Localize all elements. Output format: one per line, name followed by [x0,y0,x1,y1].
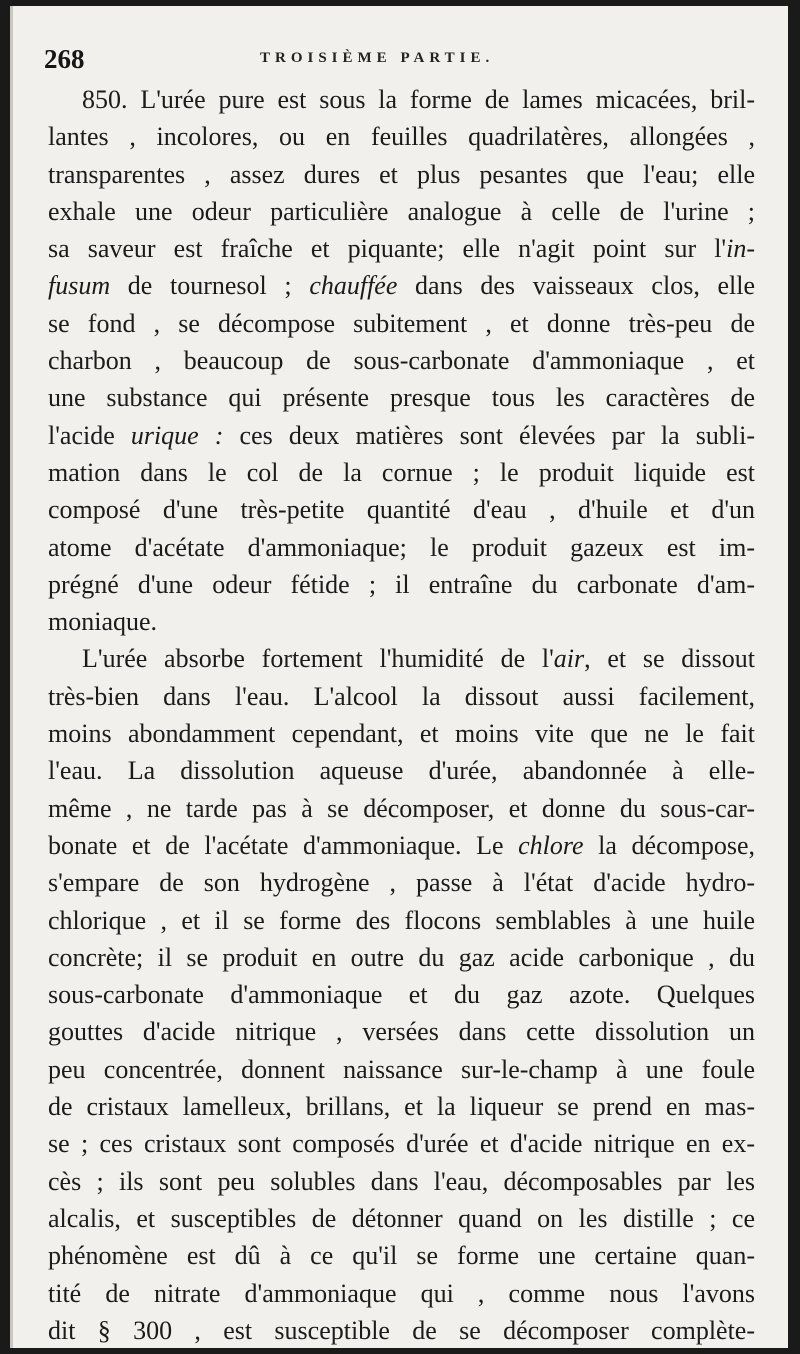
page-edge-shadow [10,6,13,1348]
text-run: , et se dissout [584,644,755,674]
text-line: même , ne tarde pas à se décomposer, et donne du sous-car- [48,793,755,823]
text-line [48,640,755,677]
text-line: exhale une odeur particulière analogue à celle de l'urine ; [48,196,755,226]
text-line: très-bien dans l'eau. L'alcool la dissout aussi facilement, [48,681,755,711]
text-line: chlorique , et il se forme des flocons semblables à une huile [48,905,755,935]
page-number: 268 [44,44,85,74]
text-line: moniaque. [48,607,158,637]
text-line: dit § 300 , est susceptible de se décomposer complète- [48,1315,755,1345]
text-line: prégné d'une odeur fétide ; il entraîne du carbonate d'am- [48,569,755,599]
text-line: l'eau. La dissolution aqueuse d'urée, abandonnée à elle- [48,756,755,786]
text-line: concrète; il se produit en outre du gaz acide carbonique , du [48,942,755,972]
text-line: 850. L'urée pure est sous la forme de lames micacées, bril- [82,85,755,114]
text-run: de tournesol ; [110,271,310,301]
text-line: composé d'une très-petite quantité d'eau , d'huile et d'un [48,495,755,525]
text-run: sa saveur est fraîche et piquante; elle n'agit point sur l' [48,234,727,264]
text-line: gouttes d'acide nitrique , versées dans cette dissolution un [48,1017,755,1047]
body-text [48,81,755,1348]
text-line: peu concentrée, donnent naissance sur-le-champ à une foule [48,1054,755,1084]
text-run: L'urée absorbe fortement l'humidité de l' [82,644,554,674]
book-page [10,6,788,1348]
text-run: l'acide [48,420,131,450]
text-line: atome d'acétate d'ammoniaque; le produit gazeux est im- [48,532,755,562]
text-line: cès ; ils sont peu solubles dans l'eau, décomposables par les [48,1166,755,1196]
text-line: sous-carbonate d'ammoniaque et du gaz azote. Quelques [48,980,755,1010]
text-line: charbon , beaucoup de sous-carbonate d'ammoniaque , et [48,346,755,376]
text-run: la décompose, [583,830,756,860]
text-line: se ; ces cristaux sont composés d'urée et d'acide nitrique en ex- [48,1129,755,1159]
text-line: lantes , incolores, ou en feuilles quadrilatères, allongées , [48,122,755,152]
running-title: TROISIÈME PARTIE. [260,50,495,66]
italic-term: fusum [48,271,111,301]
text-line [48,230,755,267]
text-line: tité de nitrate d'ammoniaque qui , comme nous l'avons [48,1278,755,1308]
text-line: alcalis, et susceptibles de détonner quand on les distille ; ce [48,1203,755,1233]
text-line [48,417,755,454]
italic-term: air [553,644,585,674]
text-line: s'empare de son hydrogène , passe à l'état d'acide hydro- [48,868,755,898]
text-run: dans des vaisseaux clos, elle [397,271,756,301]
text-line: phénomène est dû à ce qu'il se forme une certaine quan- [48,1241,755,1271]
text-line [48,827,755,864]
italic-term: urique : [130,420,224,450]
italic-term: in- [726,234,755,264]
page-header [10,44,788,74]
text-line: mation dans le col de la cornue ; le produit liquide est [48,457,755,487]
italic-term: chauffée [309,271,398,301]
text-run: bonate et de l'acétate d'ammoniaque. Le [48,830,519,860]
text-line: transparentes , assez dures et plus pesantes que l'eau; elle [48,159,755,189]
text-run: ces deux matières sont élevées par la subli- [223,420,755,450]
text-line [48,267,755,304]
italic-term: chlore [518,830,584,860]
text-line: moins abondamment cependant, et moins vite que ne le fait [48,719,755,749]
text-line: de cristaux lamelleux, brillans, et la liqueur se prend en mas- [48,1092,755,1122]
text-line: se fond , se décompose subitement , et donne très-peu de [48,308,755,338]
text-line: une substance qui présente presque tous les caractères de [48,383,755,413]
